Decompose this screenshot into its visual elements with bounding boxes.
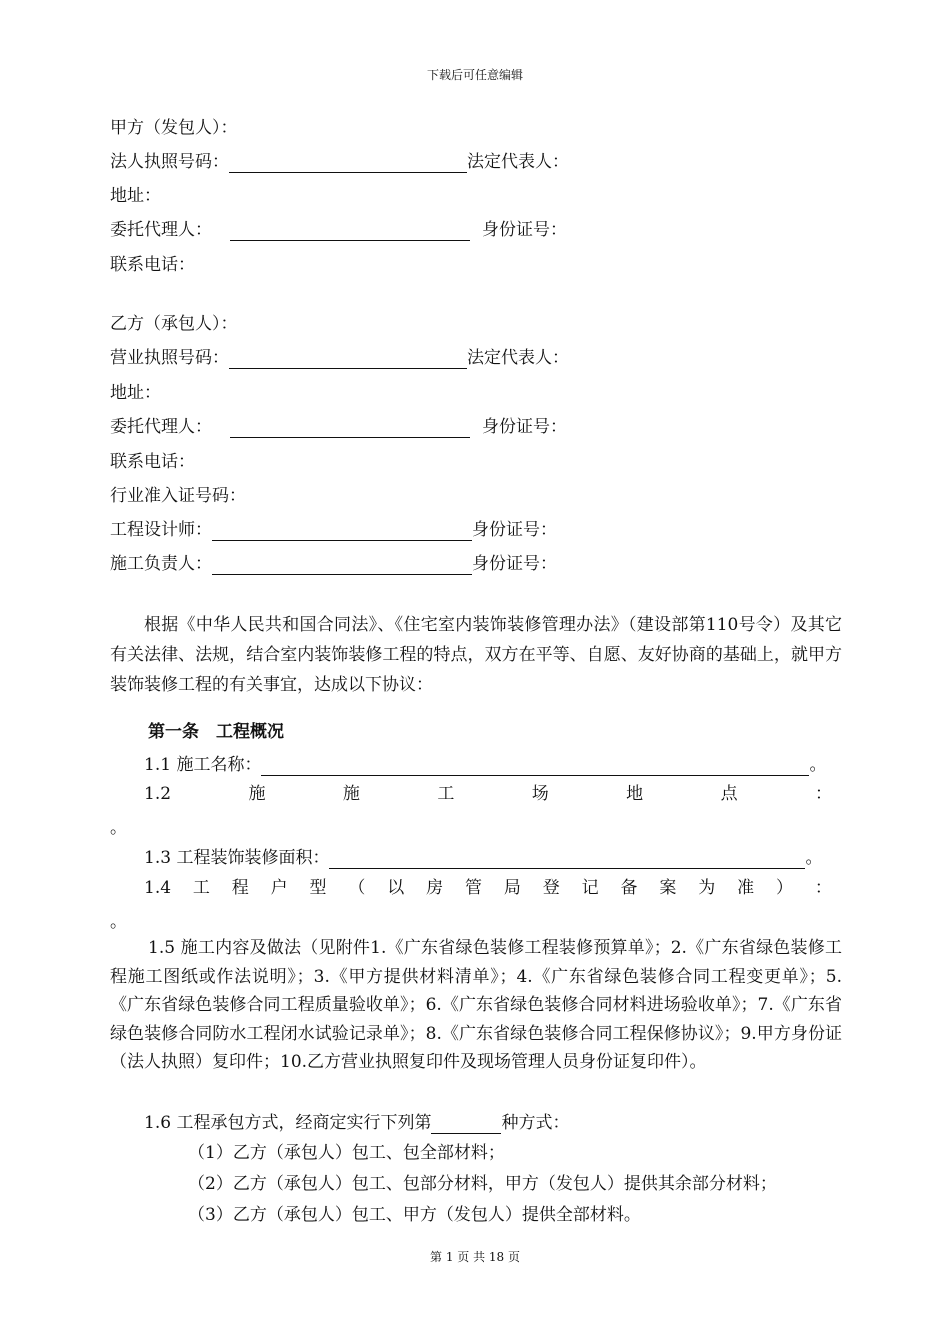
article-1-title: 第一条 工程概况 (148, 722, 284, 742)
party-b-designer-blank[interactable] (212, 522, 472, 541)
item-1-2-char: 施 (342, 784, 360, 804)
item-1-4-char: 登 (542, 878, 560, 898)
party-b-license-blank[interactable] (229, 350, 467, 369)
item-1-6-line (144, 1112, 569, 1134)
item-1-1-line (144, 754, 826, 776)
item-1-4-char: 记 (581, 878, 599, 898)
item-1-4-line (144, 877, 832, 899)
party-b-industry-cert-label: 行业准入证号码： (110, 486, 246, 506)
item-1-4-char: 局 (503, 878, 521, 898)
item-1-2-char: 场 (531, 784, 549, 804)
item-1-2-char: 地 (626, 784, 644, 804)
item-1-4-char: 1.4 (144, 878, 172, 898)
item-1-3-blank[interactable] (329, 850, 805, 869)
party-a-agent-label: 委托代理人： (110, 220, 212, 240)
party-b-agent-line (110, 416, 567, 438)
party-b-manager-line (110, 553, 557, 575)
party-a-license-blank[interactable] (229, 154, 467, 173)
item-1-4-end: 。 (110, 912, 127, 932)
party-b-manager-blank[interactable] (212, 556, 472, 575)
item-1-6-after: 种方式： (501, 1113, 570, 1133)
party-a-agent-line (110, 219, 567, 241)
option-1: （1）乙方（承包人）包工、包全部材料； (188, 1143, 505, 1163)
party-b-manager-id-label: 身份证号： (472, 554, 557, 574)
item-1-1-blank[interactable] (261, 757, 809, 776)
item-1-4-char: 房 (426, 878, 444, 898)
item-1-4-char: 户 (270, 878, 288, 898)
item-1-3-line (144, 847, 822, 869)
item-1-4-char: 管 (465, 878, 483, 898)
item-1-6-before: 1.6 工程承包方式，经商定实行下列第 (144, 1113, 432, 1133)
item-1-4-char: 案 (659, 878, 677, 898)
item-1-2-end: 。 (110, 818, 127, 838)
item-1-4-char: 准 (737, 878, 755, 898)
item-1-4-char: 以 (387, 878, 405, 898)
item-1-4-char: ） (776, 878, 794, 898)
item-1-2-char: 1.2 (144, 784, 172, 804)
page-footer: 第 1 页 共 18 页 (430, 1250, 520, 1264)
party-a-address-label: 地址： (110, 186, 161, 206)
party-a-license-label: 法人执照号码： (110, 152, 229, 172)
party-b-phone-label: 联系电话： (110, 452, 195, 472)
item-1-2-char: 施 (248, 784, 266, 804)
option-2: （2）乙方（承包人）包工、包部分材料，甲方（发包人）提供其余部分材料； (188, 1174, 777, 1194)
item-1-2-char: 工 (437, 784, 455, 804)
item-1-4-char: 备 (620, 878, 638, 898)
item-1-2-char: ： (815, 784, 832, 804)
option-3: （3）乙方（承包人）包工、甲方（发包人）提供全部材料。 (188, 1205, 641, 1225)
item-1-2-char: 点 (720, 784, 738, 804)
party-b-agent-blank[interactable] (230, 419, 470, 438)
item-1-4-char: 工 (192, 878, 210, 898)
item-1-3-label: 1.3 工程装饰装修面积： (144, 848, 330, 868)
party-b-agent-label: 委托代理人： (110, 417, 212, 437)
party-b-designer-id-label: 身份证号： (472, 520, 557, 540)
party-b-designer-line (110, 519, 557, 541)
item-1-6-blank[interactable] (431, 1115, 501, 1134)
party-b-legal-rep-label: 法定代表人： (467, 348, 569, 368)
item-1-4-char: ： (814, 878, 832, 898)
party-a-id-label: 身份证号： (482, 220, 567, 240)
page-header: 下载后可任意编辑 (426, 68, 523, 82)
item-1-2-line (144, 783, 832, 805)
party-b-address-label: 地址： (110, 383, 161, 403)
party-a-license-line (110, 151, 569, 173)
party-b-license-line (110, 347, 569, 369)
party-a-title: 甲方（发包人）： (110, 118, 238, 138)
party-b-designer-label: 工程设计师： (110, 520, 212, 540)
item-1-5-paragraph: 1.5 施工内容及做法（见附件1.《广东省绿色装修工程装修预算单》；2.《广东省绿色装修工程施工图纸或作法说明》；3.《甲方提供材料清单》；4.《广东省绿色装修合同工程变更单》；5.《广东省绿色装修合同工程质量验收单》；6.《广东省绿色装修合同材料进场验收单》；7.《广东省绿色装修合同防水工程闭水试验记录单》；8.《广东省绿色装修合同工程保修协议》；9.甲方身份证（法人执照）复印件；10.乙方营业执照复印件及现场管理人员身份证复印件）。 (110, 938, 842, 1072)
party-b-id-label: 身份证号： (482, 417, 567, 437)
item-1-4-char: 型 (309, 878, 327, 898)
party-b-title: 乙方（承包人）： (110, 314, 238, 334)
party-a-phone-label: 联系电话： (110, 255, 195, 275)
item-1-4-char: 程 (231, 878, 249, 898)
party-a-agent-blank[interactable] (230, 222, 470, 241)
item-1-3-end: 。 (805, 848, 823, 868)
item-1-1-label: 1.1 施工名称： (144, 755, 262, 775)
party-a-legal-rep-label: 法定代表人： (467, 152, 569, 172)
item-1-4-char: 为 (698, 878, 716, 898)
party-b-manager-label: 施工负责人： (110, 554, 212, 574)
intro-paragraph: 根据《中华人民共和国合同法》、《住宅室内装饰装修管理办法》（建设部第110号令）及其它有关法律、法规，结合室内装饰装修工程的特点，双方在平等、自愿、友好协商的基础上，就甲方装饰装修工程的有关事宜，达成以下协议： (110, 615, 842, 695)
item-1-4-char: （ (348, 878, 366, 898)
party-b-license-label: 营业执照号码： (110, 348, 229, 368)
item-1-1-end: 。 (809, 755, 827, 775)
